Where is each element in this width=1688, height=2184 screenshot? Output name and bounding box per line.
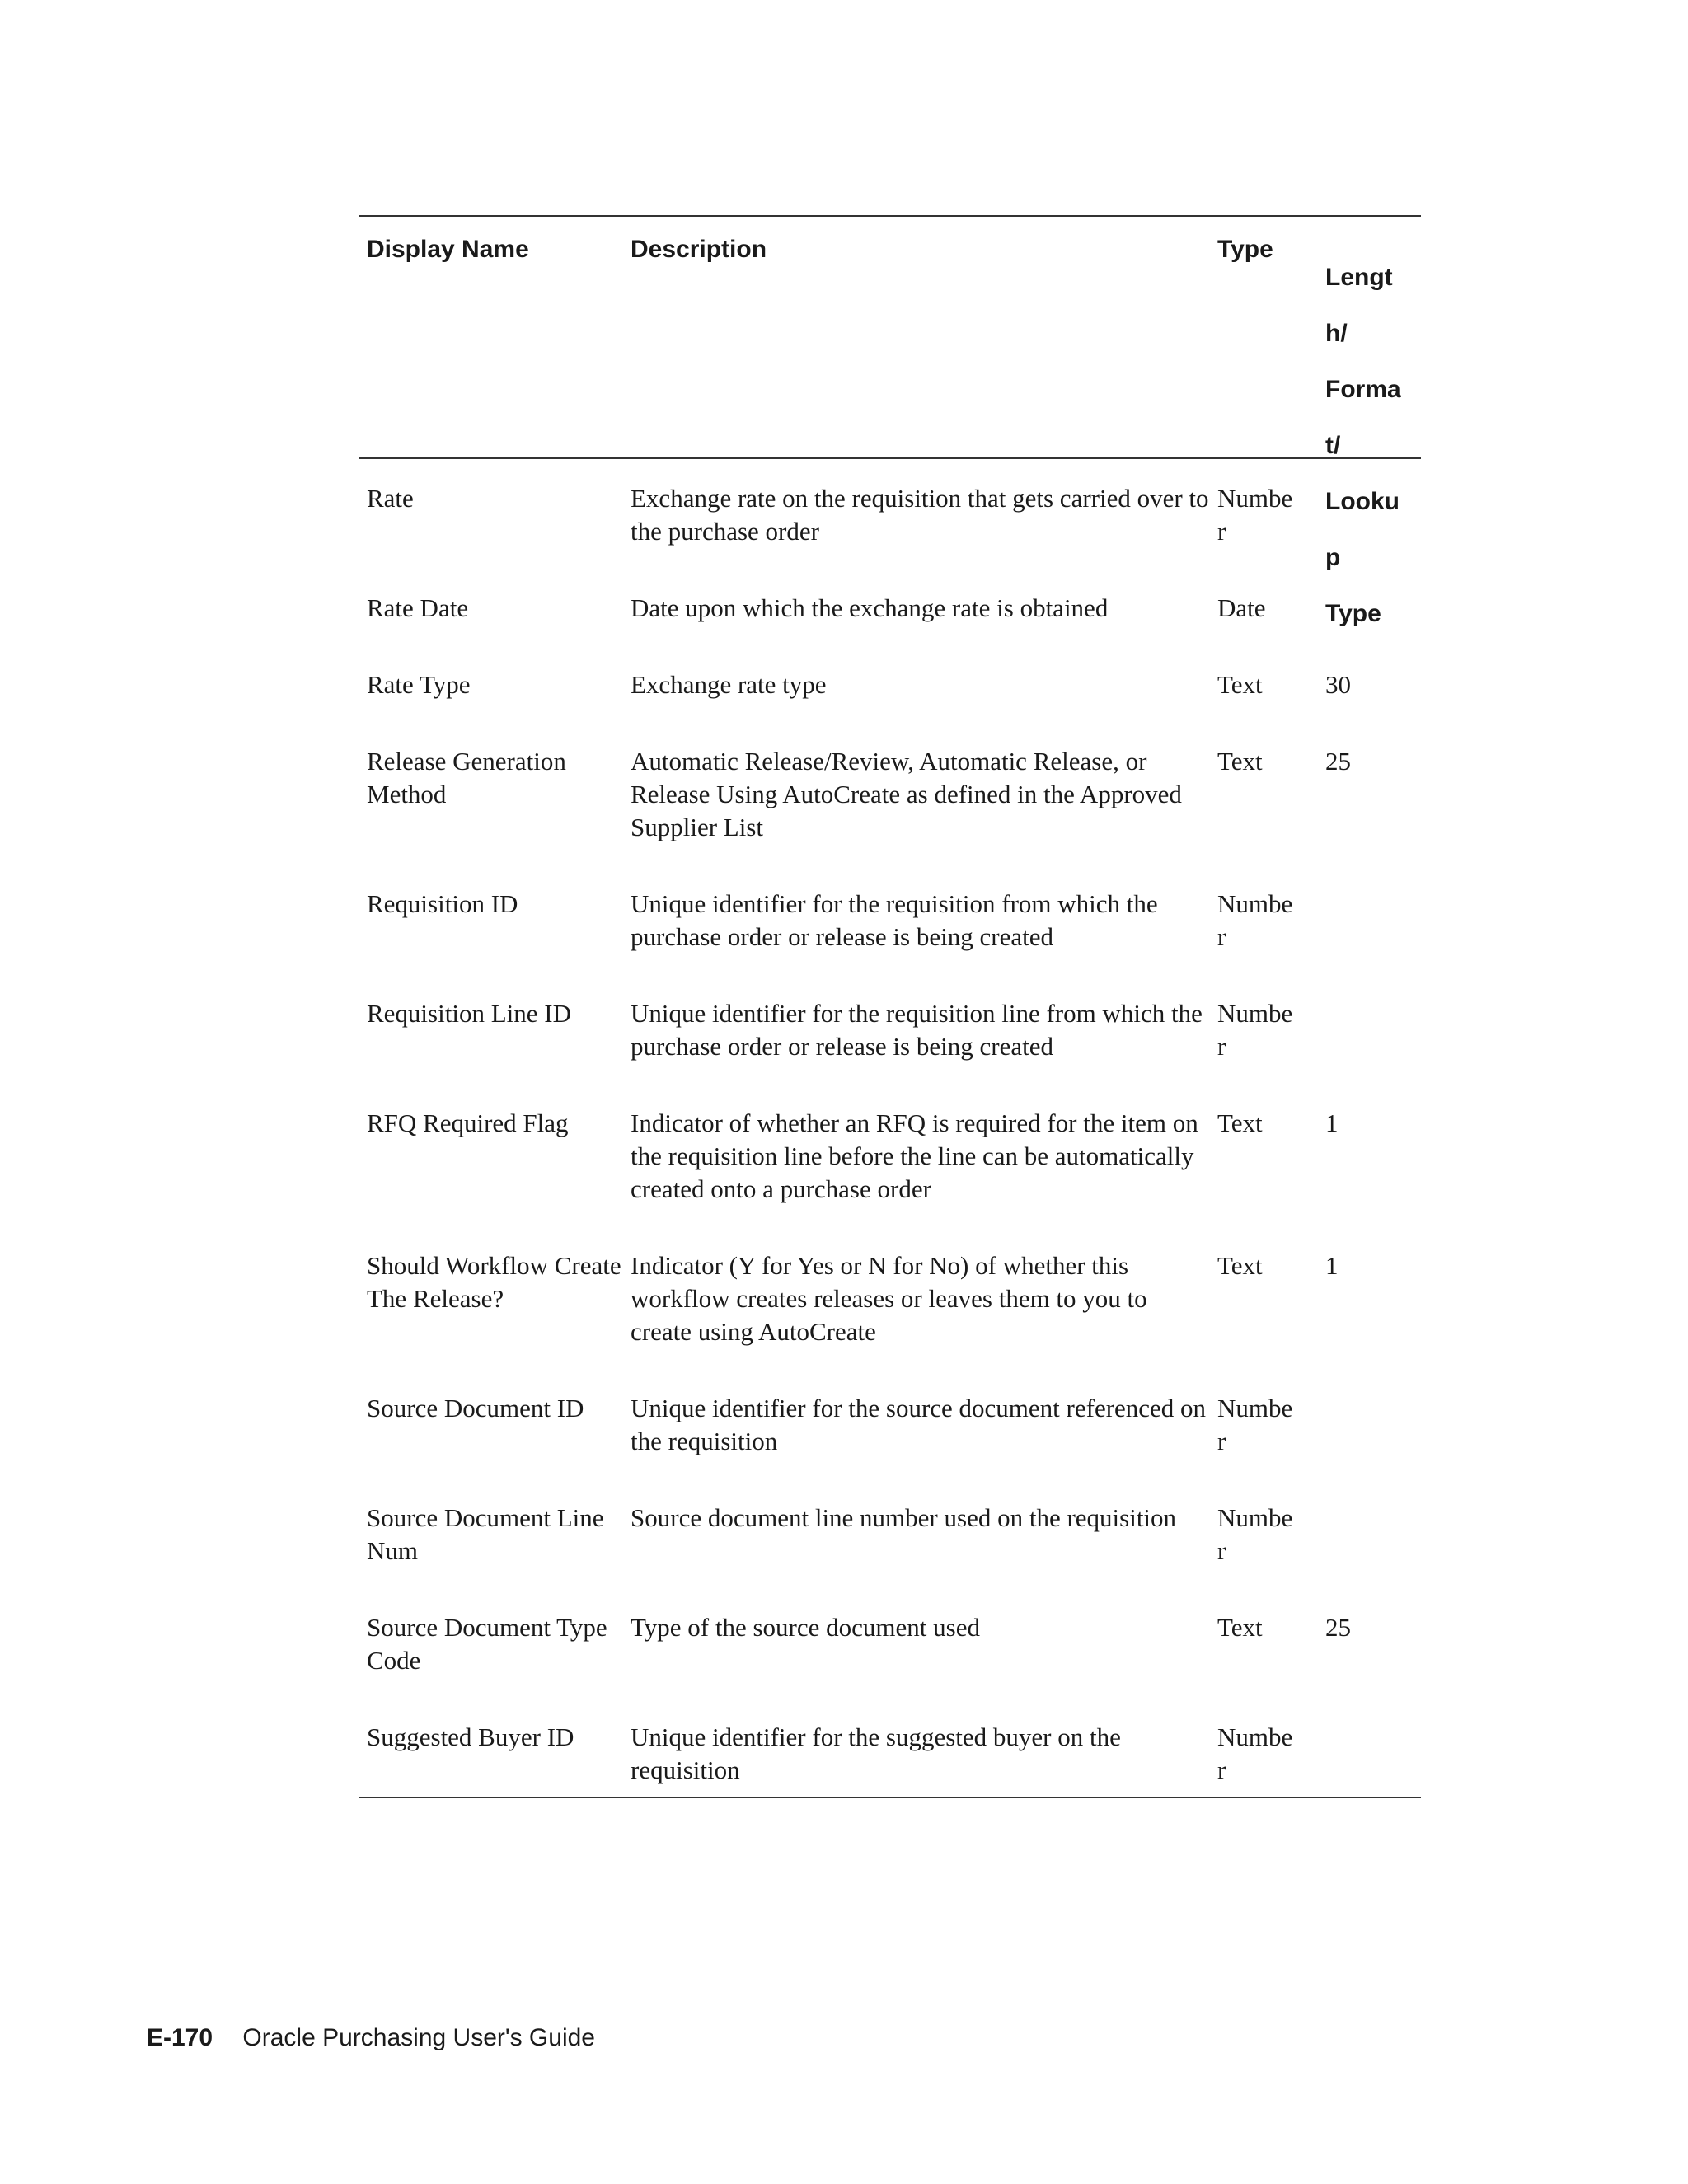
header-description: Description (631, 236, 767, 263)
cell-length (1317, 1502, 1421, 1568)
cell-length: 25 (1325, 747, 1351, 776)
table-row (359, 1721, 1421, 1787)
cell-description: Automatic Release/Review, Automatic Release, or Release Using AutoCreate as defined in the Approved Supplier List (631, 747, 1182, 841)
table-row (359, 1392, 1421, 1458)
header-length-line: Forma (1325, 376, 1401, 403)
cell-length (1317, 482, 1421, 548)
cell-display-name: Suggested Buyer ID (367, 1722, 574, 1751)
cell-type: Text (1217, 1251, 1263, 1280)
cell-display-name: Source Document Line Num (367, 1503, 604, 1565)
cell-length: 30 (1325, 670, 1351, 699)
cell-description: Unique identifier for the requisition line from which the purchase order or release is being created (631, 999, 1203, 1061)
header-display-name: Display Name (367, 236, 529, 263)
table-row (359, 997, 1421, 1063)
cell-description: Type of the source document used (631, 1613, 980, 1642)
header-length-line: Type (1325, 600, 1381, 627)
cell-length (1317, 997, 1421, 1063)
table-row (359, 1107, 1421, 1206)
cell-type: Text (1217, 1613, 1263, 1642)
page-footer (147, 2023, 595, 2053)
header-type: Type (1217, 236, 1273, 263)
header-length-line: h/ (1325, 320, 1348, 347)
cell-type: Text (1217, 1108, 1263, 1137)
attributes-table (359, 215, 1421, 1798)
cell-description: Source document line number used on the requisition (631, 1503, 1177, 1532)
cell-type: Number (1217, 1394, 1293, 1455)
header-length-format-lookup-type (1317, 236, 1408, 627)
cell-display-name: Source Document Type Code (367, 1613, 607, 1675)
table-row (359, 1249, 1421, 1348)
cell-display-name: RFQ Required Flag (367, 1108, 569, 1137)
cell-length: 1 (1325, 1251, 1339, 1280)
cell-length (1317, 592, 1421, 625)
cell-length (1317, 1721, 1421, 1787)
cell-description: Indicator of whether an RFQ is required for the item on the requisition line before the line can be automatically created onto a purchase order (631, 1108, 1198, 1203)
cell-type: Number (1217, 1503, 1293, 1565)
table-body (359, 459, 1421, 1797)
guide-title: Oracle Purchasing User's Guide (242, 2024, 595, 2051)
cell-type: Number (1217, 484, 1293, 546)
cell-length: 1 (1325, 1108, 1339, 1137)
cell-display-name: Requisition Line ID (367, 999, 571, 1028)
cell-type: Number (1217, 889, 1293, 951)
cell-description: Unique identifier for the suggested buyer on the requisition (631, 1722, 1121, 1784)
cell-display-name: Rate (367, 484, 414, 513)
cell-display-name: Should Workflow Create The Release? (367, 1251, 621, 1313)
header-length-line: p (1325, 544, 1341, 571)
cell-display-name: Requisition ID (367, 889, 518, 918)
table-bottom-rule (359, 1797, 1421, 1798)
cell-length (1317, 888, 1421, 954)
table-row (359, 888, 1421, 954)
cell-display-name: Release Generation Method (367, 747, 566, 808)
table-row (359, 592, 1421, 625)
header-length-line: t/ (1325, 432, 1341, 459)
cell-display-name: Rate Type (367, 670, 471, 699)
cell-length (1317, 1392, 1421, 1458)
cell-display-name: Rate Date (367, 593, 469, 622)
table-row (359, 1502, 1421, 1568)
header-length-line: Lengt (1325, 264, 1393, 291)
cell-type: Number (1217, 1722, 1293, 1784)
cell-description: Date upon which the exchange rate is obtained (631, 593, 1109, 622)
header-length-line: Looku (1325, 488, 1400, 515)
cell-type: Date (1217, 593, 1266, 622)
cell-type: Text (1217, 670, 1263, 699)
cell-description: Exchange rate type (631, 670, 827, 699)
cell-description: Indicator (Y for Yes or N for No) of whether this workflow creates releases or leaves them to you to create using AutoCreate (631, 1251, 1147, 1346)
table-row (359, 482, 1421, 548)
table-row (359, 668, 1421, 701)
cell-type: Text (1217, 747, 1263, 776)
table-row (359, 745, 1421, 844)
cell-description: Unique identifier for the source document referenced on the requisition (631, 1394, 1207, 1455)
page-number: E-170 (147, 2024, 213, 2051)
cell-display-name: Source Document ID (367, 1394, 584, 1422)
cell-length: 25 (1325, 1613, 1351, 1642)
cell-description: Exchange rate on the requisition that gets carried over to the purchase order (631, 484, 1209, 546)
cell-type: Number (1217, 999, 1293, 1061)
table-row (359, 1611, 1421, 1677)
cell-description: Unique identifier for the requisition from which the purchase order or release is being created (631, 889, 1158, 951)
